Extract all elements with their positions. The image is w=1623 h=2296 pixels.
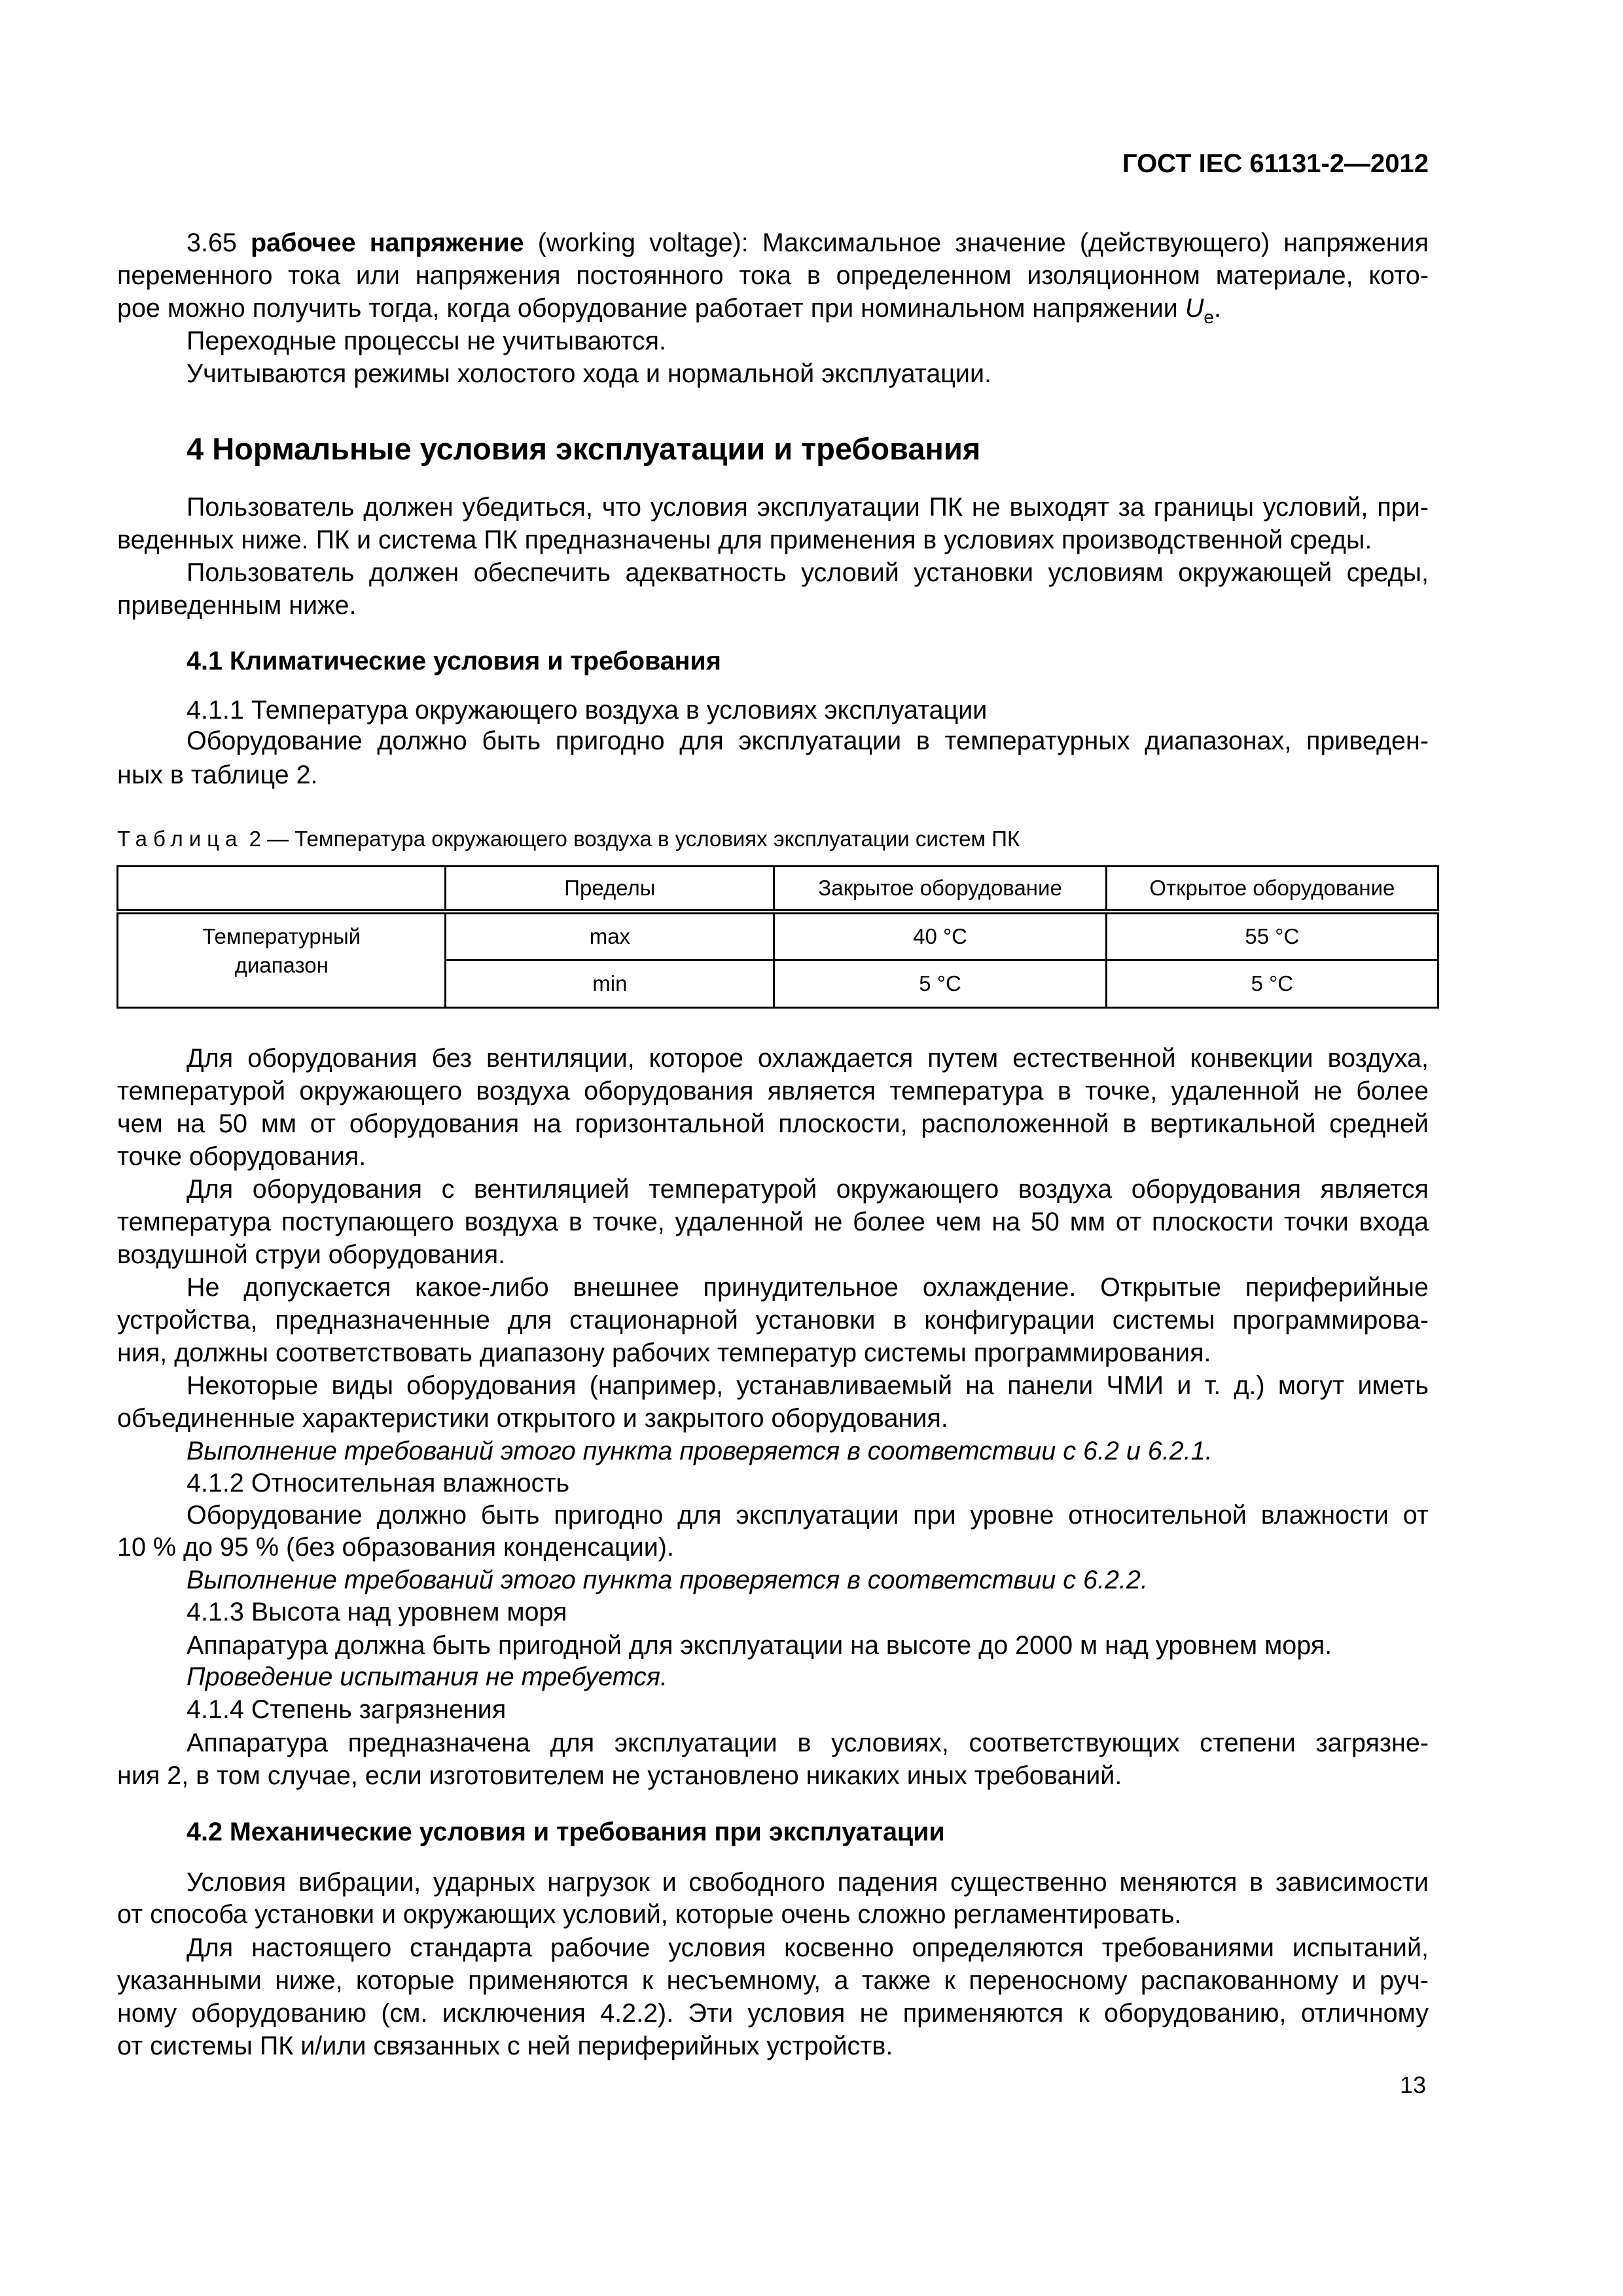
paragraph-line: Аппаратура должна быть пригодной для эксплуатации на высоте до 2000 м над уровнем моря.: [187, 1631, 1332, 1660]
paragraph-line: 10 % до 95 % (без образования конденсации).: [117, 1533, 674, 1562]
paragraph-line: Для оборудования без вентиляции, которое охлаждается путем естественной конвекции воздуха,: [187, 1044, 1429, 1073]
paragraph-line: чем на 50 мм от оборудования на горизонтальной плоскости, расположенной в вертикальной средней: [117, 1109, 1429, 1138]
term-definition-line: [187, 226, 1429, 259]
paragraph-line: Оборудование должно быть пригодно для эксплуатации в температурных диапазонах, приведен-: [187, 726, 1429, 755]
table-header-cell: Пределы: [446, 867, 774, 912]
table-cell-limit: max: [446, 912, 774, 960]
paragraph-line: ных в таблице 2.: [117, 761, 318, 789]
subsection-heading: 4.2 Механические условия и требования при эксплуатации: [187, 1818, 945, 1846]
term-note: Учитываются режимы холостого хода и нормальной эксплуатации.: [187, 359, 992, 388]
table-cell-limit: min: [446, 960, 774, 1008]
paragraph-line: Пользователь должен обеспечить адекватность условий установки условиям окружающей среды,: [187, 558, 1429, 587]
paragraph-line: Условия вибрации, ударных нагрузок и свободного падения существенно меняются в зависимости: [187, 1868, 1429, 1897]
paragraph-line: указанными ниже, которые применяются к несъемному, а также к переносному распакованному и руч-: [117, 1966, 1429, 1995]
symbol-u: U: [1185, 294, 1204, 323]
term-definition-line: переменного тока или напряжения постоянного тока в определенном изоляционном материале, кото-: [117, 261, 1429, 290]
term-definition-line: рое можно получить тогда, когда оборудование работает при номинальном напряжении $U_e$.: [117, 294, 1221, 327]
verification-note: Выполнение требований этого пункта проверяется в соответствии с 6.2.2.: [187, 1566, 1148, 1594]
paragraph-line: ному оборудованию (см. исключения 4.2.2). Эти условия не применяются к оборудованию, отличному: [117, 1999, 1429, 2028]
paragraph-line: Для оборудования с вентиляцией температурой окружающего воздуха оборудования является: [187, 1175, 1429, 1204]
paragraph-line: Некоторые виды оборудования (например, устанавливаемый на панели ЧМИ и т. д.) могут иметь: [187, 1371, 1429, 1400]
paragraph-line: воздушной струи оборудования.: [117, 1240, 506, 1269]
table-caption-label: Таблица: [117, 827, 243, 851]
table-header-row: [118, 867, 1438, 912]
temperature-table: [116, 865, 1439, 1009]
table-cell-closed: 40 °C: [774, 912, 1106, 960]
table-header-cell: [118, 867, 446, 912]
paragraph-line: точке оборудования.: [117, 1142, 366, 1171]
paragraph-line: приведенным ниже.: [117, 591, 357, 620]
paragraph-line: Не допускается какое-либо внешнее принудительное охлаждение. Открытые периферийные: [187, 1273, 1429, 1302]
verification-note: Проведение испытания не требуется.: [187, 1662, 668, 1691]
table-cell-open: 5 °C: [1106, 960, 1438, 1008]
paragraph-line: температурой окружающего воздуха оборудования является температура в точке, удаленной не более: [117, 1077, 1429, 1105]
page-number: 13: [1399, 2072, 1426, 2098]
term-definition-start: (working voltage): Максимальное значение (действующего) напряжения: [537, 228, 1429, 257]
paragraph-line: Для настоящего стандарта рабочие условия косвенно определяются требованиями испытаний,: [187, 1933, 1429, 1962]
table-header-cell: Открытое оборудование: [1106, 867, 1438, 912]
paragraph-line: от системы ПК и/или связанных с ней периферийных устройств.: [117, 2032, 893, 2060]
subsection-heading: 4.1 Климатические условия и требования: [187, 647, 721, 675]
table-cell-open: 55 °C: [1106, 912, 1438, 960]
verification-note: Выполнение требований этого пункта проверяется в соответствии с 6.2 и 6.2.1.: [187, 1437, 1213, 1465]
clause-title: 4.1.1 Температура окружающего воздуха в условиях эксплуатации: [187, 696, 988, 725]
paragraph-line: Аппаратура предназначена для эксплуатации в условиях, соответствующих степени загрязне-: [187, 1729, 1429, 1757]
paragraph-line: от способа установки и окружающих условий, которые очень сложно регламентировать.: [117, 1900, 1182, 1929]
symbol-subscript: e: [1204, 307, 1214, 327]
paragraph-line: устройства, предназначенные для стационарной установки в конфигурации системы программирова-: [117, 1306, 1429, 1335]
paragraph-line: ния, должны соответствовать диапазону рабочих температур системы программирования.: [117, 1338, 1211, 1367]
term-number: 3.65: [187, 228, 237, 257]
table-row: [118, 912, 1438, 960]
clause-title: 4.1.2 Относительная влажность: [187, 1469, 570, 1498]
paragraph-line: веденных ниже. ПК и система ПК предназначены для применения в условиях производственной среды.: [117, 526, 1372, 554]
paragraph-line: объединенные характеристики открытого и закрытого оборудования.: [117, 1404, 948, 1433]
paragraph-line: Оборудование должно быть пригодно для эксплуатации при уровне относительной влажности от: [187, 1501, 1429, 1530]
paragraph-line: ния 2, в том случае, если изготовителем не установлено никаких иных требований.: [117, 1761, 1122, 1790]
running-header-standard-id: ГОСТ IEC 61131-2—2012: [1122, 149, 1429, 178]
table-caption: [117, 826, 1020, 852]
table-row-label: Температурный диапазон: [118, 912, 446, 1008]
table-caption-text: 2 — Температура окружающего воздуха в условиях эксплуатации систем ПК: [249, 827, 1020, 851]
term-note: Переходные процессы не учитываются.: [187, 327, 667, 355]
section-heading: 4 Нормальные условия эксплуатации и требования: [187, 431, 981, 466]
clause-title: 4.1.3 Высота над уровнем моря: [187, 1598, 567, 1626]
clause-title: 4.1.4 Степень загрязнения: [187, 1695, 507, 1724]
table-cell-closed: 5 °C: [774, 960, 1106, 1008]
paragraph-line: температура поступающего воздуха в точке, удаленной не более чем на 50 мм от плоскости точки входа: [117, 1208, 1429, 1236]
term-name: рабочее напряжение: [251, 228, 524, 257]
table-header-cell: Закрытое оборудование: [774, 867, 1106, 912]
paragraph-line: Пользователь должен убедиться, что условия эксплуатации ПК не выходят за границы условий, при-: [187, 493, 1429, 522]
